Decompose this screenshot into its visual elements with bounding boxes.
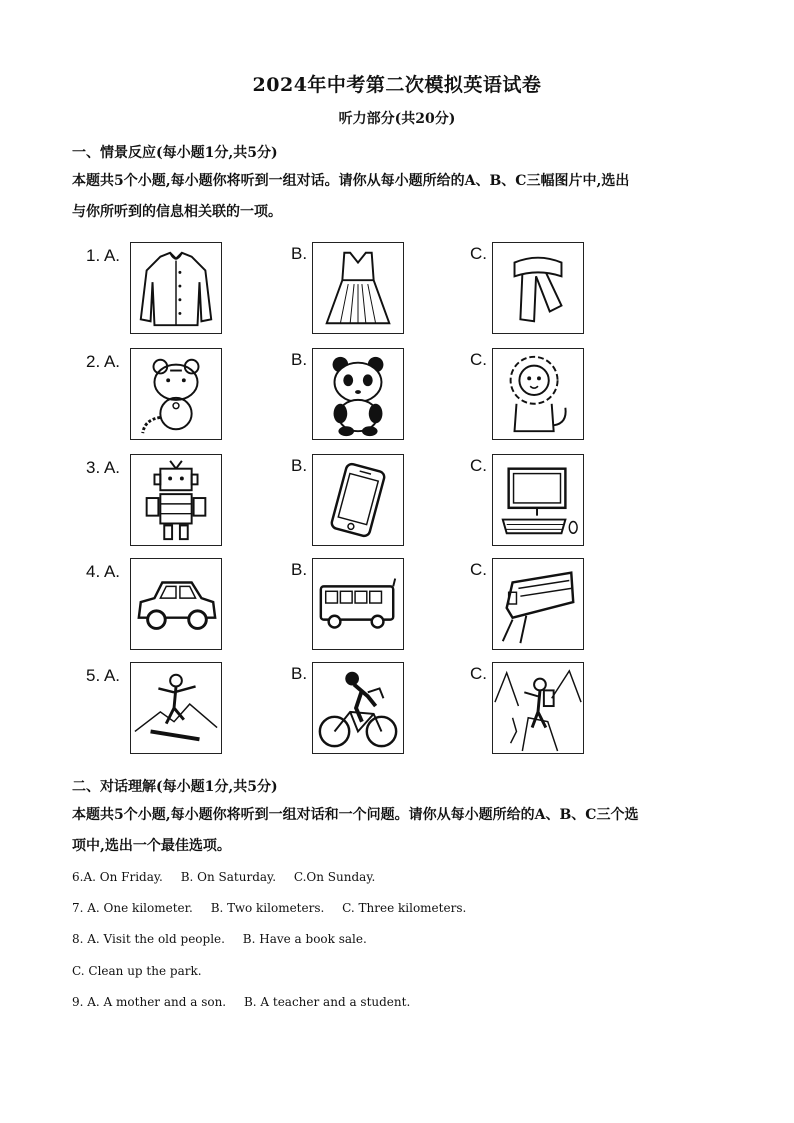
question-9 [72,995,424,1009]
option-a-image[interactable] [130,348,222,440]
option-c[interactable]: C.On Sunday. [293,870,376,884]
section2-instructions [72,800,732,862]
option-c-label: C. [470,560,487,579]
climber-icon [493,663,583,753]
option-b-label: B. [291,350,308,369]
option-b-image[interactable] [312,662,404,754]
phone-icon [313,455,403,545]
train-icon [493,559,583,649]
tiger-icon [131,349,221,439]
cyclist-icon [313,663,403,753]
option-c-label: C. [470,244,487,263]
option-b[interactable]: B. On Saturday. [180,870,277,884]
option-a[interactable]: 7. A. One kilometer. [72,901,193,915]
question-6 [72,870,389,884]
car-icon [131,559,221,649]
bus-icon [313,559,403,649]
option-c-image[interactable] [492,558,584,650]
section1-instruction-line2: 与你所听到的信息相关联的一项。 [72,204,282,220]
page-title: 2024年中考第二次模拟英语试卷 [252,74,542,96]
option-c[interactable]: C. Three kilometers. [342,901,467,915]
section1-heading: 一、情景反应(每小题1分,共5分) [72,145,278,161]
option-b-image[interactable] [312,454,404,546]
page-subtitle: 听力部分(共20分) [338,111,456,127]
option-c-label: C. [470,456,487,475]
section1-instruction-line1: 本题共5个小题,每小题你将听到一组对话。请你从每小题所给的A、B、C三幅图片中,选出 [72,173,630,189]
dress-icon [313,243,403,333]
panda-icon [313,349,403,439]
option-b[interactable]: B. A teacher and a student. [243,995,411,1009]
question-number: 4. A. [86,562,121,581]
option-a[interactable]: 6.A. On Friday. [72,870,163,884]
question-8-option-c [72,964,216,978]
option-c-label: C. [470,350,487,369]
option-a-image[interactable] [130,558,222,650]
option-a[interactable]: 8. A. Visit the old people. [72,932,225,946]
option-c[interactable]: C. Clean up the park. [72,964,202,978]
jacket-icon [131,243,221,333]
question-number: 5. A. [86,666,121,685]
question-number: 3. A. [86,458,121,477]
option-c-image[interactable] [492,662,584,754]
option-b-label: B. [291,664,308,683]
option-a-image[interactable] [130,242,222,334]
option-a[interactable]: 9. A. A mother and a son. [72,995,227,1009]
robot-icon [131,455,221,545]
question-number: 1. A. [86,246,121,265]
option-a-image[interactable] [130,662,222,754]
option-c-image[interactable] [492,348,584,440]
question-7 [72,901,480,915]
section2-heading: 二、对话理解(每小题1分,共5分) [72,779,278,795]
option-b-image[interactable] [312,242,404,334]
snowboarder-icon [131,663,221,753]
scarf-icon [493,243,583,333]
question-number: 2. A. [86,352,121,371]
option-c-label: C. [470,664,487,683]
option-c-image[interactable] [492,242,584,334]
option-b[interactable]: B. Two kilometers. [210,901,325,915]
option-b-label: B. [291,560,308,579]
section2-instruction-line2: 项中,选出一个最佳选项。 [72,838,231,854]
option-c-image[interactable] [492,454,584,546]
option-b-label: B. [291,456,308,475]
option-b-label: B. [291,244,308,263]
option-b-image[interactable] [312,558,404,650]
section1-instructions [72,166,732,228]
option-a-image[interactable] [130,454,222,546]
section2-instruction-line1: 本题共5个小题,每小题你将听到一组对话和一个问题。请你从每小题所给的A、B、C三个选 [72,807,639,823]
lion-icon [493,349,583,439]
option-b-image[interactable] [312,348,404,440]
computer-icon [493,455,583,545]
question-8 [72,932,381,946]
option-b[interactable]: B. Have a book sale. [242,932,367,946]
